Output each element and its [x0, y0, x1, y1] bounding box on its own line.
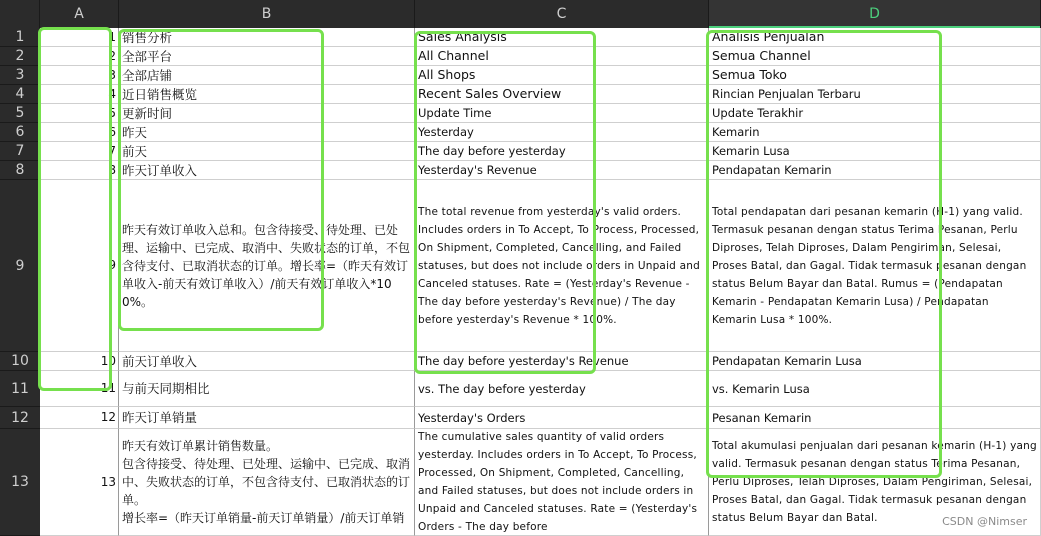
- cell-d4[interactable]: [709, 85, 1041, 104]
- cell-text: Pendapatan Kemarin: [712, 163, 832, 177]
- cell-c9[interactable]: [415, 180, 709, 352]
- row-header-10[interactable]: 10: [0, 352, 40, 371]
- row-header-12[interactable]: 12: [0, 407, 40, 429]
- cell-text: vs. The day before yesterday: [418, 381, 586, 396]
- cell-value: 4: [108, 86, 116, 101]
- column-header-a[interactable]: A: [40, 0, 119, 28]
- row-header-3[interactable]: 3: [0, 66, 40, 85]
- column-header-b[interactable]: B: [119, 0, 415, 28]
- cell-d12[interactable]: [709, 407, 1041, 429]
- cell-d1[interactable]: [709, 28, 1041, 47]
- cell-a8[interactable]: [40, 161, 119, 180]
- cell-value: 11: [100, 381, 116, 395]
- cell-text: 前天订单收入: [122, 353, 198, 369]
- cell-text: The cumulative sales quantity of valid orders yesterday. Includes orders in To Accept, To Process, Processed, On Shipment, Completed, Cancelling, and Failed statuses, but does not include orders in Unpaid and Canceled statuses. Rate = (Yesterday's Orders - The day before: [418, 431, 701, 533]
- cell-text: Total pendapatan dari pesanan kemarin (H-1) yang valid. Termasuk pesanan dengan status Terima Pesanan, Perlu Diproses, Telah Diproses, Dalam Pengiriman, Selesai, Proses Batal, dan Gagal. Tidak termasuk pesanan dengan status Belum Bayar dan Batal. Rumus = (Pendapatan Kemarin - Pendapatan Kemarin Lusa) / Pendapatan Kemarin Lusa * 100%.: [712, 205, 1030, 326]
- row-header-8[interactable]: 8: [0, 161, 40, 180]
- cell-a11[interactable]: [40, 371, 119, 407]
- cell-c7[interactable]: [415, 142, 709, 161]
- cell-b8[interactable]: [119, 161, 415, 180]
- cell-a13[interactable]: [40, 429, 119, 536]
- cell-c3[interactable]: [415, 66, 709, 85]
- cell-text: vs. Kemarin Lusa: [712, 381, 810, 396]
- cell-a9[interactable]: [40, 180, 119, 352]
- cell-d3[interactable]: [709, 66, 1041, 85]
- row-header-9[interactable]: 9: [0, 180, 40, 352]
- cell-text: Yesterday's Orders: [418, 410, 526, 425]
- cell-value: 8: [108, 162, 116, 177]
- cell-text: All Channel: [418, 48, 489, 63]
- cell-a10[interactable]: [40, 352, 119, 371]
- column-header-c[interactable]: C: [415, 0, 709, 28]
- cell-text: 近日销售概览: [122, 86, 198, 102]
- cell-b7[interactable]: [119, 142, 415, 161]
- cell-b5[interactable]: [119, 104, 415, 123]
- row-header-6[interactable]: 6: [0, 123, 40, 142]
- cell-text: Pesanan Kemarin: [712, 410, 812, 425]
- cell-value: 10: [100, 353, 116, 368]
- column-header-d[interactable]: D: [709, 0, 1041, 28]
- cell-c12[interactable]: [415, 407, 709, 429]
- watermark: CSDN @Nimser: [942, 515, 1027, 528]
- cell-text: All Shops: [418, 67, 476, 82]
- cell-value: 6: [108, 124, 116, 139]
- cell-b1[interactable]: [119, 28, 415, 47]
- cell-b12[interactable]: [119, 407, 415, 429]
- cell-a2[interactable]: [40, 47, 119, 66]
- cell-text: Kemarin Lusa: [712, 144, 790, 158]
- cell-c8[interactable]: [415, 161, 709, 180]
- cell-text: Total akumulasi penjualan dari pesanan kemarin (H-1) yang valid. Termasuk pesanan dengan status Terima Pesanan, Perlu Diproses, Telah Diproses, Dalam Pengiriman, Selesai, Proses Batal, dan Gagal. Tidak termasuk pesanan dengan status Belum Bayar dan Batal.: [712, 440, 1041, 524]
- cell-value: 1: [108, 29, 116, 44]
- cell-a5[interactable]: [40, 104, 119, 123]
- row-header-13[interactable]: 13: [0, 429, 40, 536]
- row-header-11[interactable]: 11: [0, 371, 40, 407]
- cell-text: 昨天有效订单收入总和。包含待接受、待处理、已处理、运输中、已完成、取消中、失败状态的订单，不包含待支付、已取消状态的订单。增长率=（昨天有效订单收入-前天有效订单收入）/前天有效订单收入*100%。: [122, 222, 411, 309]
- cell-text: 昨天订单销量: [122, 410, 198, 425]
- cell-d9[interactable]: [709, 180, 1041, 352]
- cell-text: Sales Analysis: [418, 29, 507, 44]
- cell-a1[interactable]: [40, 28, 119, 47]
- cell-value: 13: [100, 474, 116, 489]
- cell-a7[interactable]: [40, 142, 119, 161]
- cell-text: Rincian Penjualan Terbaru: [712, 87, 861, 101]
- cell-value: 3: [108, 67, 116, 82]
- cell-c4[interactable]: [415, 85, 709, 104]
- cell-b6[interactable]: [119, 123, 415, 142]
- cell-b2[interactable]: [119, 47, 415, 66]
- cell-d5[interactable]: [709, 104, 1041, 123]
- cell-a12[interactable]: [40, 407, 119, 429]
- row-header-7[interactable]: 7: [0, 142, 40, 161]
- cell-a3[interactable]: [40, 66, 119, 85]
- cell-text: Semua Channel: [712, 48, 811, 63]
- cell-d11[interactable]: [709, 371, 1041, 407]
- cell-text: Yesterday's Revenue: [418, 163, 537, 177]
- cell-text: 与前天同期相比: [122, 381, 210, 396]
- cell-d8[interactable]: [709, 161, 1041, 180]
- cell-c2[interactable]: [415, 47, 709, 66]
- cell-text: Kemarin: [712, 125, 760, 139]
- row-header-2[interactable]: 2: [0, 47, 40, 66]
- cell-d10[interactable]: [709, 352, 1041, 371]
- cell-text: Update Terakhir: [712, 106, 804, 120]
- cell-value: 9: [108, 258, 116, 272]
- cell-d7[interactable]: [709, 142, 1041, 161]
- cell-d2[interactable]: [709, 47, 1041, 66]
- cell-b13[interactable]: [119, 429, 415, 536]
- row-header-4[interactable]: 4: [0, 85, 40, 104]
- cell-text: Recent Sales Overview: [418, 86, 562, 101]
- cell-text: The day before yesterday's Revenue: [418, 354, 629, 368]
- cell-text: 昨天订单收入: [122, 162, 198, 178]
- cell-text: 全部平台: [122, 48, 173, 64]
- cell-text: The day before yesterday: [418, 144, 566, 158]
- cell-value: 7: [108, 143, 116, 158]
- cell-c13[interactable]: [415, 429, 709, 536]
- cell-b10[interactable]: [119, 352, 415, 371]
- cell-b9[interactable]: [119, 180, 415, 352]
- cell-b11[interactable]: [119, 371, 415, 407]
- cell-value: 5: [108, 105, 116, 120]
- cell-a6[interactable]: [40, 123, 119, 142]
- cell-c1[interactable]: [415, 28, 709, 47]
- cell-text: Analisis Penjualan: [712, 29, 825, 44]
- cell-text: 更新时间: [122, 105, 173, 121]
- cell-b4[interactable]: [119, 85, 415, 104]
- cell-b3[interactable]: [119, 66, 415, 85]
- cell-c5[interactable]: [415, 104, 709, 123]
- cell-value: 2: [108, 48, 116, 63]
- cell-text: 昨天: [122, 124, 148, 140]
- cell-c6[interactable]: [415, 123, 709, 142]
- cell-text: 全部店铺: [122, 67, 173, 83]
- select-all-corner[interactable]: [0, 0, 40, 28]
- row-header-1[interactable]: 1: [0, 28, 40, 47]
- cell-c11[interactable]: [415, 371, 709, 407]
- cell-c10[interactable]: [415, 352, 709, 371]
- cell-a4[interactable]: [40, 85, 119, 104]
- cell-d6[interactable]: [709, 123, 1041, 142]
- cell-value: 12: [100, 410, 116, 424]
- cell-text: 销售分析: [122, 29, 173, 45]
- cell-text: The total revenue from yesterday's valid orders. Includes orders in To Accept, To Process, Processed, On Shipment, Completed, Cancelling, and Failed statuses, but does not include orders in Unpaid and Canceled statuses. Rate = (Yesterday's Revenue - The day before yesterday's Revenue) / The day before yesterday's Revenue * 100%.: [418, 205, 704, 326]
- cell-text: Pendapatan Kemarin Lusa: [712, 354, 862, 368]
- cell-text: Yesterday: [418, 125, 474, 139]
- cell-text: 前天: [122, 143, 148, 159]
- cell-text: Update Time: [418, 106, 492, 120]
- cell-text: Semua Toko: [712, 67, 787, 82]
- cell-text: 昨天有效订单累计销售数量。 包含待接受、待处理、已处理、运输中、已完成、取消中、失败状态的订单，不包含待支付、已取消状态的订单。 增长率=（昨天订单销量-前天订单销量）/前天订单销: [122, 439, 411, 525]
- row-header-5[interactable]: 5: [0, 104, 40, 123]
